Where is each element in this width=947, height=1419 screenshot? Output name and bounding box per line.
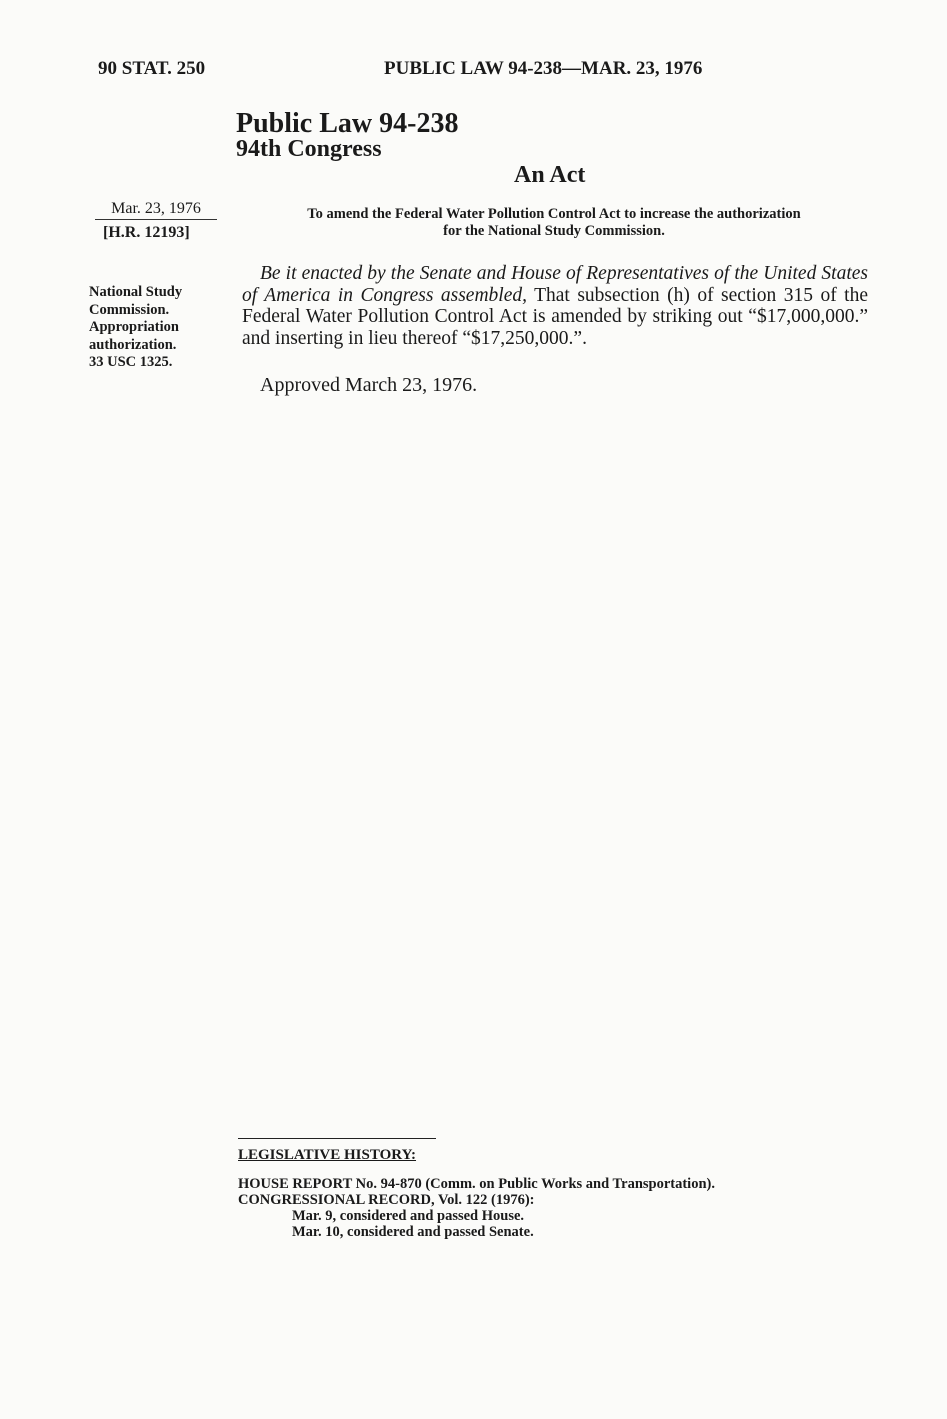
- margin-note: Commission.: [89, 301, 170, 318]
- running-head-title: PUBLIC LAW 94-238—MAR. 23, 1976: [384, 58, 703, 79]
- purpose-line-2: for the National Study Commission.: [443, 223, 665, 239]
- legislative-history-heading: LEGISLATIVE HISTORY:: [238, 1147, 417, 1163]
- congressional-record: CONGRESSIONAL RECORD, Vol. 122 (1976):: [238, 1192, 535, 1208]
- record-entry: Mar. 9, considered and passed House.: [292, 1208, 525, 1224]
- margin-bill-number: [H.R. 12193]: [103, 224, 190, 241]
- margin-notes: [89, 284, 229, 372]
- margin-date: Mar. 23, 1976: [95, 200, 217, 220]
- margin-note: National Study: [89, 284, 183, 300]
- act-text: That subsection (h) of section 315 of the Federal Water Pollution Control Act is amended by striking out “$17,000,000.” and inserting in lieu thereof “$17,250,000.”.: [242, 284, 868, 349]
- approval-date: Approved March 23, 1976.: [260, 374, 478, 396]
- act-heading: An Act: [514, 162, 586, 188]
- purpose-line-1: To amend the Federal Water Pollution Control Act to increase the authorization: [307, 206, 801, 222]
- statute-page-reference: 90 STAT. 250: [98, 58, 206, 79]
- record-entry: Mar. 10, considered and passed Senate.: [292, 1224, 534, 1240]
- margin-note: authorization.: [89, 336, 177, 353]
- enacting-clause: Be it enacted by the Senate and House of Representatives of the United States of America in Congress assembled,: [242, 263, 868, 306]
- legislative-history: [238, 1138, 878, 1240]
- house-report: HOUSE REPORT No. 94-870 (Comm. on Public Works and Transportation).: [238, 1176, 715, 1192]
- law-number: Public Law 94-238: [236, 108, 459, 139]
- congress-number: 94th Congress: [236, 136, 382, 162]
- margin-note: 33 USC 1325.: [89, 354, 173, 370]
- purpose-statement: [240, 206, 868, 240]
- act-body: [242, 263, 868, 349]
- running-head: [98, 58, 887, 88]
- divider: [238, 1138, 436, 1139]
- margin-note: Appropriation: [89, 319, 179, 335]
